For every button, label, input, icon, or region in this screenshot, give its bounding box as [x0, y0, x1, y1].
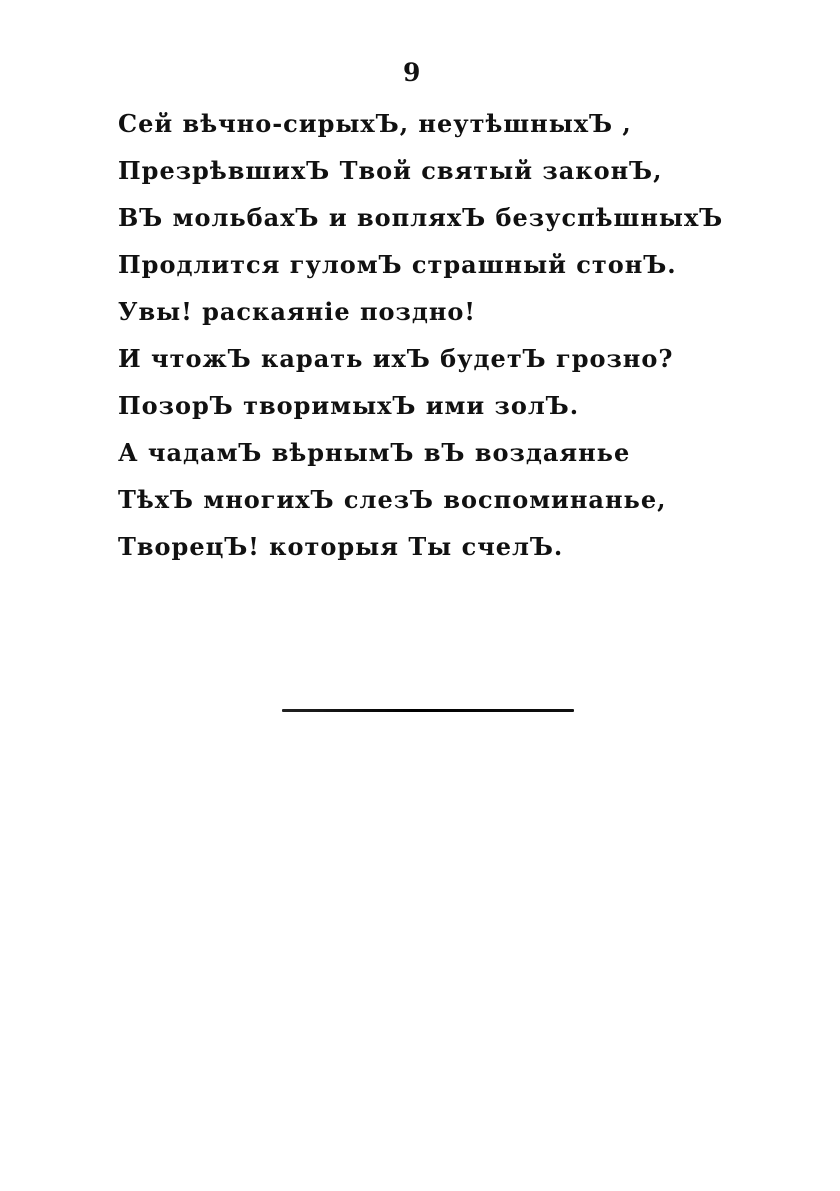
poem-stanza — [118, 100, 758, 570]
poem-line: ВЪ мольбахЪ и вопляхЪ безуспѣшныхЪ — [118, 203, 724, 232]
page-number: 9 — [403, 58, 421, 87]
section-divider-rule — [282, 709, 574, 712]
poem-line: Продлится гуломЪ страшный стонЪ. — [118, 250, 677, 279]
poem-line: ТѣхЪ многихЪ слезЪ воспоминанье, — [118, 485, 667, 514]
poem-line: И чтожЪ карать ихЪ будетЪ грозно? — [118, 344, 674, 373]
poem-line: А чадамЪ вѣрнымЪ вЪ воздаянье — [118, 438, 631, 467]
poem-line: ПозорЪ творимыхЪ ими золЪ. — [118, 391, 580, 420]
poem-line: ТворецЪ! которыя Ты счелЪ. — [118, 532, 564, 561]
poem-line: Увы! раскаяніе поздно! — [118, 297, 476, 326]
poem-line: ПрезрѣвшихЪ Твой святый законЪ, — [118, 156, 663, 185]
poem-line: Сей вѣчно-сирыхЪ, неутѣшныхЪ , — [118, 109, 632, 138]
